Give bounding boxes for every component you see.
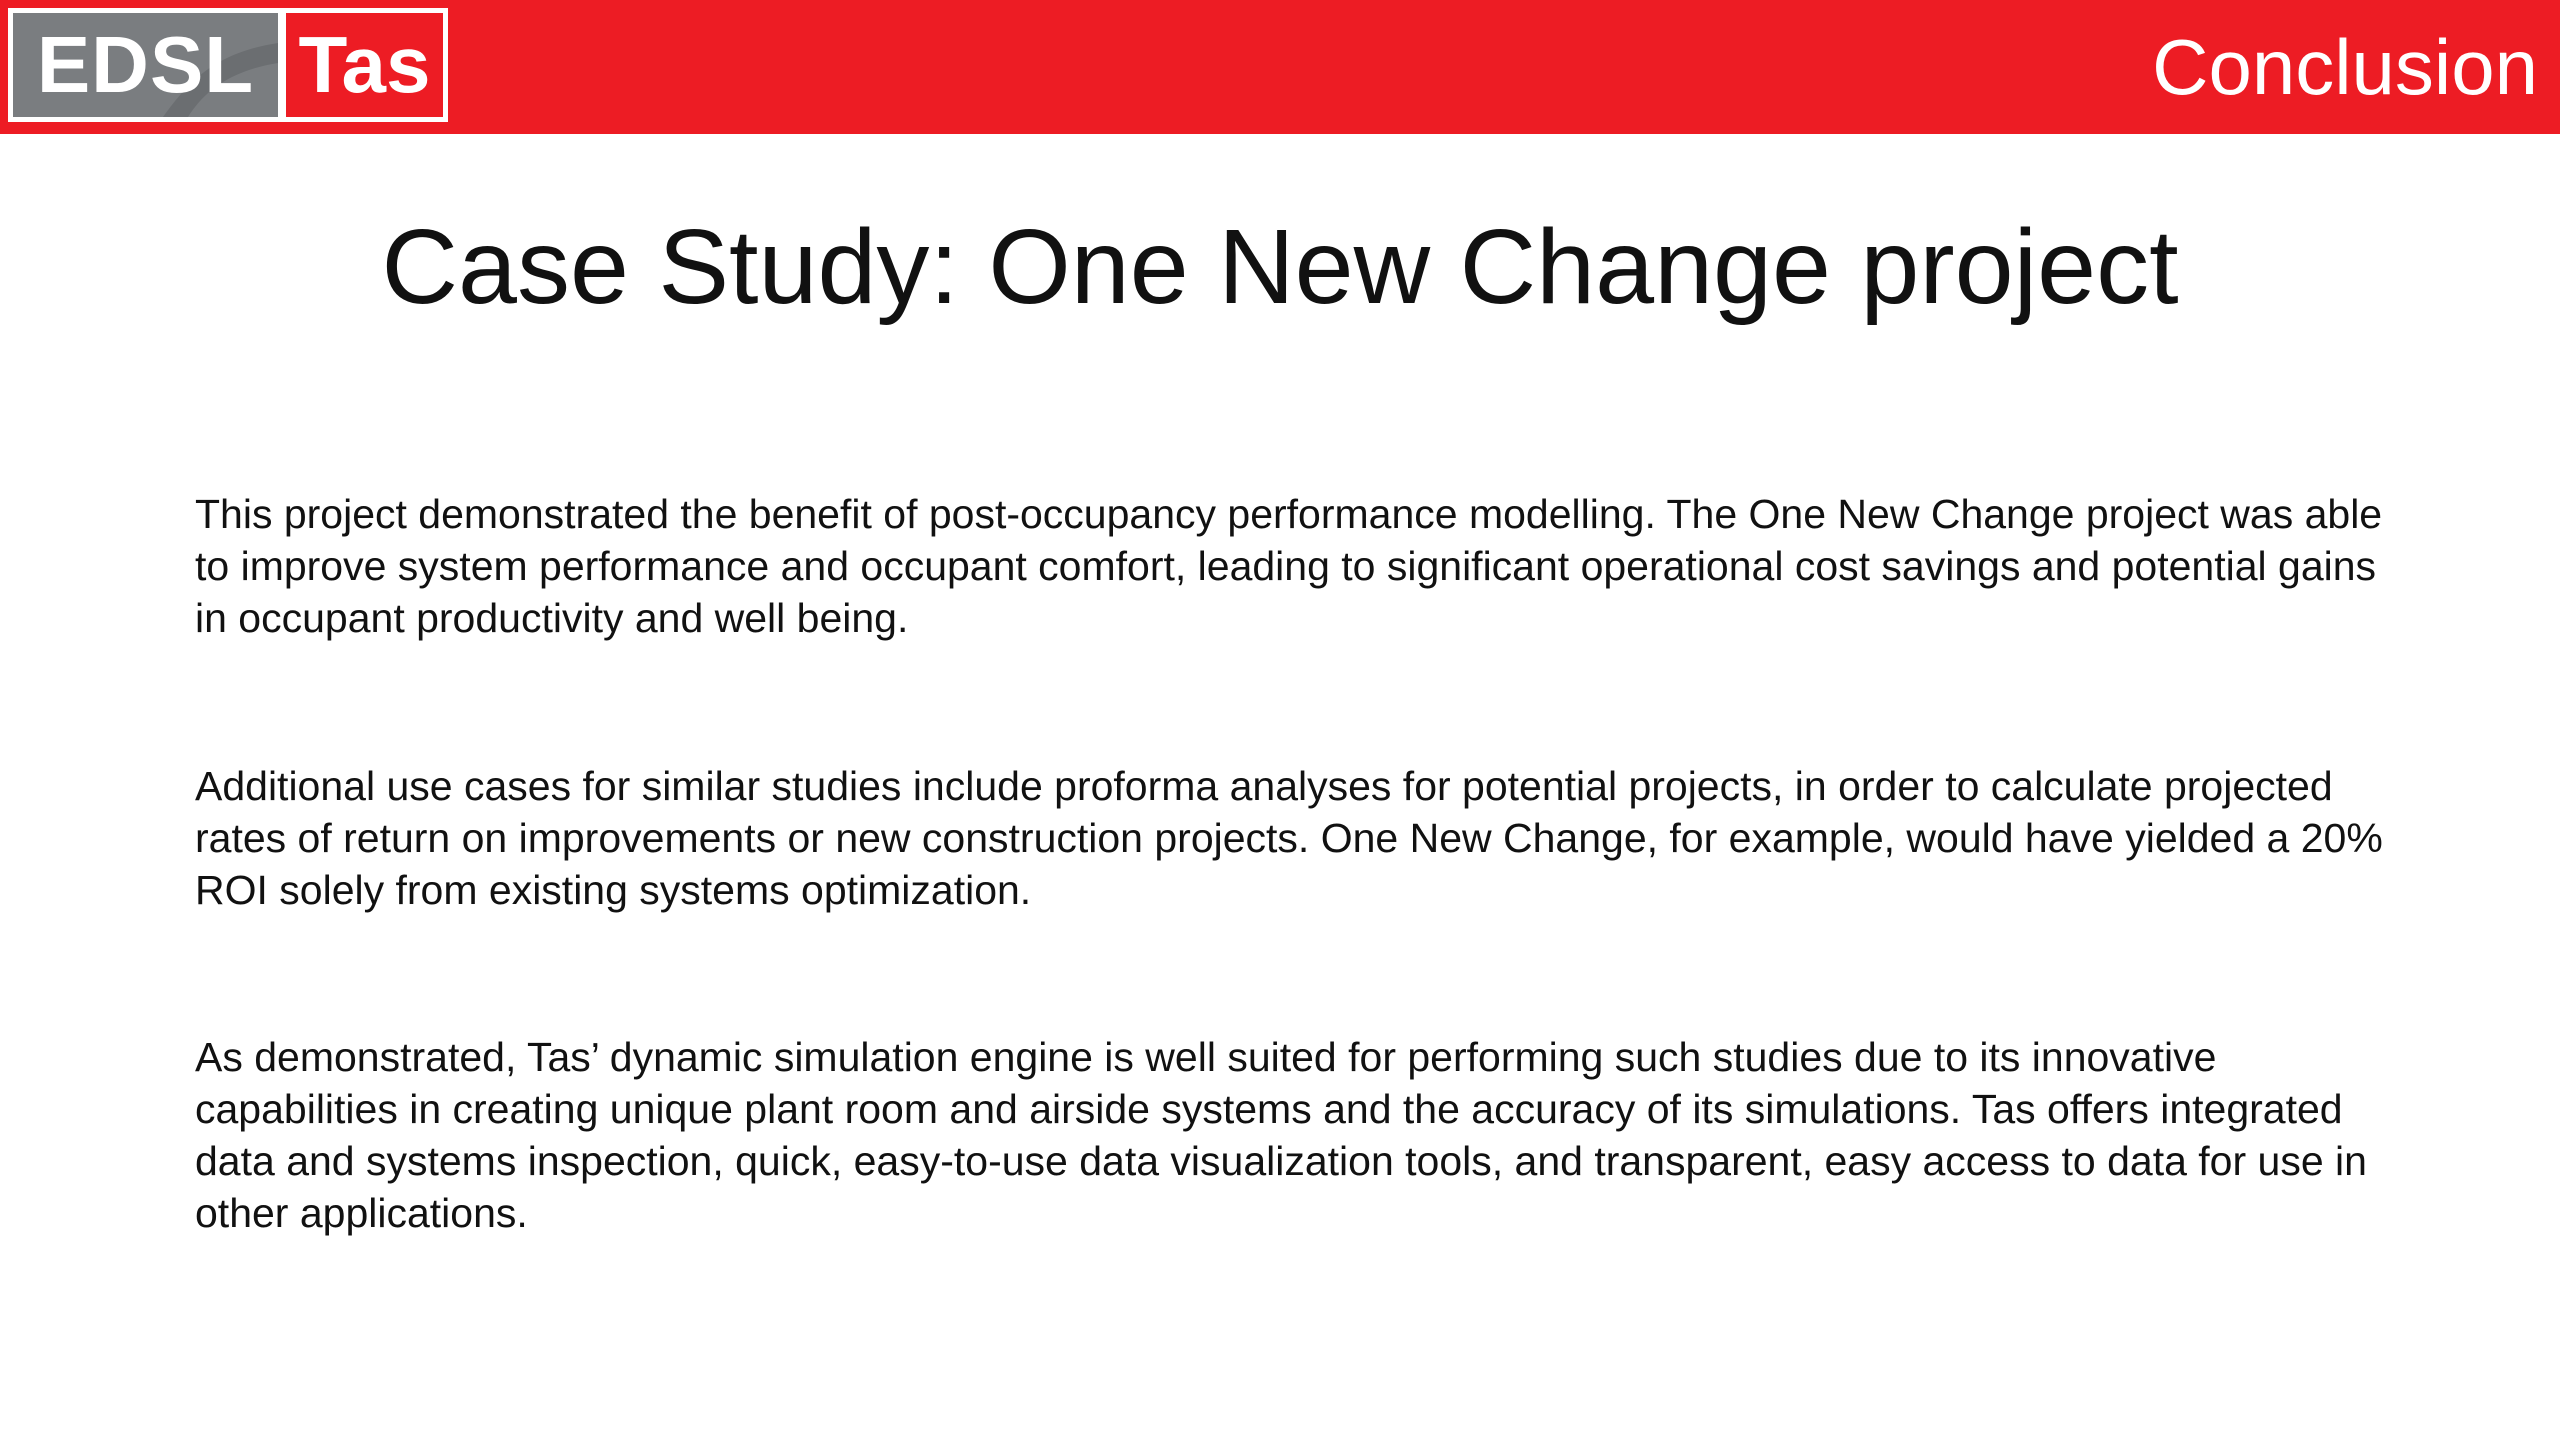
logo-edsl-text: EDSL [36, 20, 255, 109]
logo-tas-block [286, 13, 443, 117]
slide-title: Case Study: One New Change project [381, 208, 2179, 326]
logo-tas-text: Tas [298, 20, 431, 109]
paragraph-benefit: This project demonstrated the benefit of post-occupancy performance modelling. The One New Change project was able to improve system performance and occupant comfort, leading to significant operational cost savings and potential gains in occupant productivity and well being. [195, 491, 2383, 641]
logo-edsl-block [13, 13, 278, 117]
section-title: Conclusion [2152, 23, 2538, 111]
logo-separator [278, 13, 286, 117]
edsl-tas-logo [8, 8, 448, 122]
paragraph-use-cases: Additional use cases for similar studies include proforma analyses for potential projects, in order to calculate projected rates of return on improvements or new construction projects. One New Change, for example, would have yielded a 20% ROI solely from existing systems optimization. [195, 763, 2383, 913]
header-bar [0, 0, 2560, 134]
paragraph-tas-capabilities: As demonstrated, Tas’ dynamic simulation engine is well suited for performing such studies due to its innovative capabilities in creating unique plant room and airside systems and the accuracy of its simulations. Tas offers integrated data and systems inspection, quick, easy-to-use data visualization tools, and transparent, easy access to data for use in other applications. [195, 1034, 2367, 1236]
